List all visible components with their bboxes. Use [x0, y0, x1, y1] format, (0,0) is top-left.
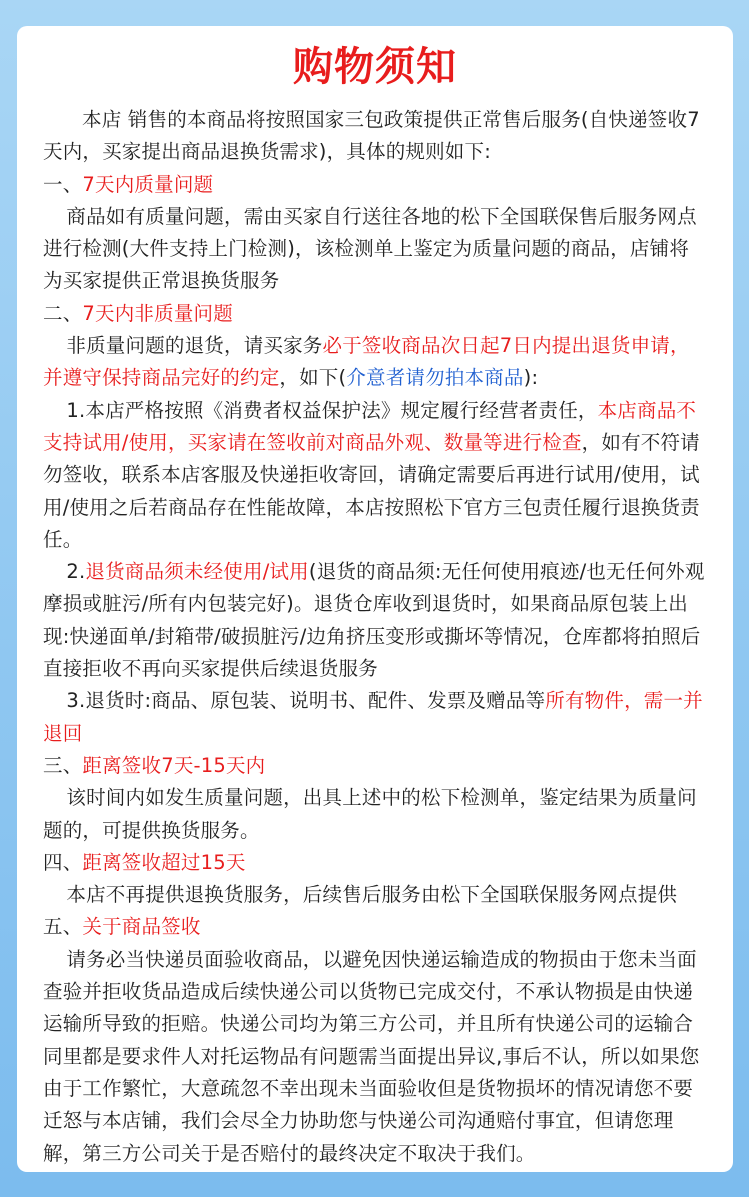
section-2-notice: 介意者请勿拍本商品 [346, 366, 524, 390]
section-4-number: 四、 [43, 850, 83, 874]
section-2-body [43, 330, 707, 395]
section-1-title: 7天内质量问题 [82, 172, 214, 196]
rule-1-text-a: 1.本店严格按照《消费者权益保护法》规定履行经营者责任， [66, 398, 598, 422]
rule-1 [43, 395, 707, 556]
section-2-text-a: 非质量问题的退货，请买家务 [66, 334, 323, 358]
section-2-title: 7天内非质量问题 [82, 301, 233, 325]
section-2-highlight: 必于签收商品次日起7日内提出退货申请，并遵守保持商品完好的约定 [43, 334, 690, 390]
section-2-number: 二、 [43, 301, 83, 325]
notice-card [17, 26, 733, 1172]
section-5-title: 关于商品签收 [82, 915, 201, 939]
section-3-number: 三、 [43, 753, 83, 777]
section-2-text-c: ): [523, 366, 539, 390]
rule-2-text-b: (退货的商品须:无任何使用痕迹/也无任何外观摩损或脏污/所有内包装完好)。退货仓库收到退货时，如果商品原包装上出现:快递面单/封箱带/破损脏污/边角挤压变形或撕坏等情况，仓库都将拍照后直接拒收不再向买家提供后续退货服务 [43, 560, 705, 681]
section-1-number: 一、 [43, 172, 83, 196]
rule-1-text-b: ，如有不符请勿签收，联系本店客服及快递拒收寄回，请确定需要后再进行试用/使用，试用/使用之后若商品存在性能故障，本店按照松下官方三包责任履行退换货责任。 [43, 430, 700, 551]
section-1-body: 商品如有质量问题，需由买家自行送往各地的松下全国联保售后服务网点进行检测(大件支持上门检测)，该检测单上鉴定为质量问题的商品，店铺将为买家提供正常退换货服务 [43, 204, 697, 293]
rule-3 [43, 685, 707, 750]
rule-3-highlight: 所有物件，需一并退回 [43, 689, 703, 745]
section-5-heading [43, 911, 707, 943]
section-5-number: 五、 [43, 915, 83, 939]
rule-2-text-a: 2. [66, 560, 86, 584]
section-2-text-b: ，如下( [279, 366, 347, 390]
section-4-body: 本店不再提供退换货服务，后续售后服务由松下全国联保服务网点提供 [66, 883, 678, 907]
section-5-body: 请务必当快递员面验收商品，以避免因快递运输造成的物损由于您未当面查验并拒收货品造成后续快递公司以货物已完成交付，不承认物损是由快递运输所导致的拒赔。快递公司均为第三方公司，并且所有快递公司的运输合同里都是要求件人对托运物品有问题需当面提出异议,事后不认，所以如果您由于工作繁忙，大意疏忽不幸出现未当面验收但是货物损坏的情况请您不要迁怒与本店铺，我们会尽全力协助您与快递公司沟通赔付事宜，但请您理解，第三方公司关于是否赔付的最终决定不取决于我们。 [43, 947, 700, 1165]
rule-2 [43, 556, 707, 685]
section-2-heading [43, 298, 707, 330]
section-1-heading [43, 169, 707, 201]
section-4-heading [43, 847, 707, 879]
rule-2-highlight: 退货商品须未经使用/试用 [85, 560, 309, 584]
section-3-body: 该时间内如发生质量问题，出具上述中的松下检测单，鉴定结果为质量问题的，可提供换货服务。 [43, 786, 697, 842]
section-3-heading [43, 750, 707, 782]
rule-1-highlight: 本店商品不支持试用/使用，买家请在签收前对商品外观、数量等进行检查 [43, 398, 697, 454]
intro-paragraph: 本店 销售的本商品将按照国家三包政策提供正常售后服务(自快递签收7天内，买家提出商品退换货需求)，具体的规则如下: [43, 108, 700, 164]
section-3-title: 距离签收7天-15天内 [82, 753, 266, 777]
page-title: 购物须知 [293, 44, 457, 90]
section-4-title: 距离签收超过15天 [82, 850, 246, 874]
rule-3-text-a: 3.退货时:商品、原包装、说明书、配件、发票及赠品等 [66, 689, 546, 713]
